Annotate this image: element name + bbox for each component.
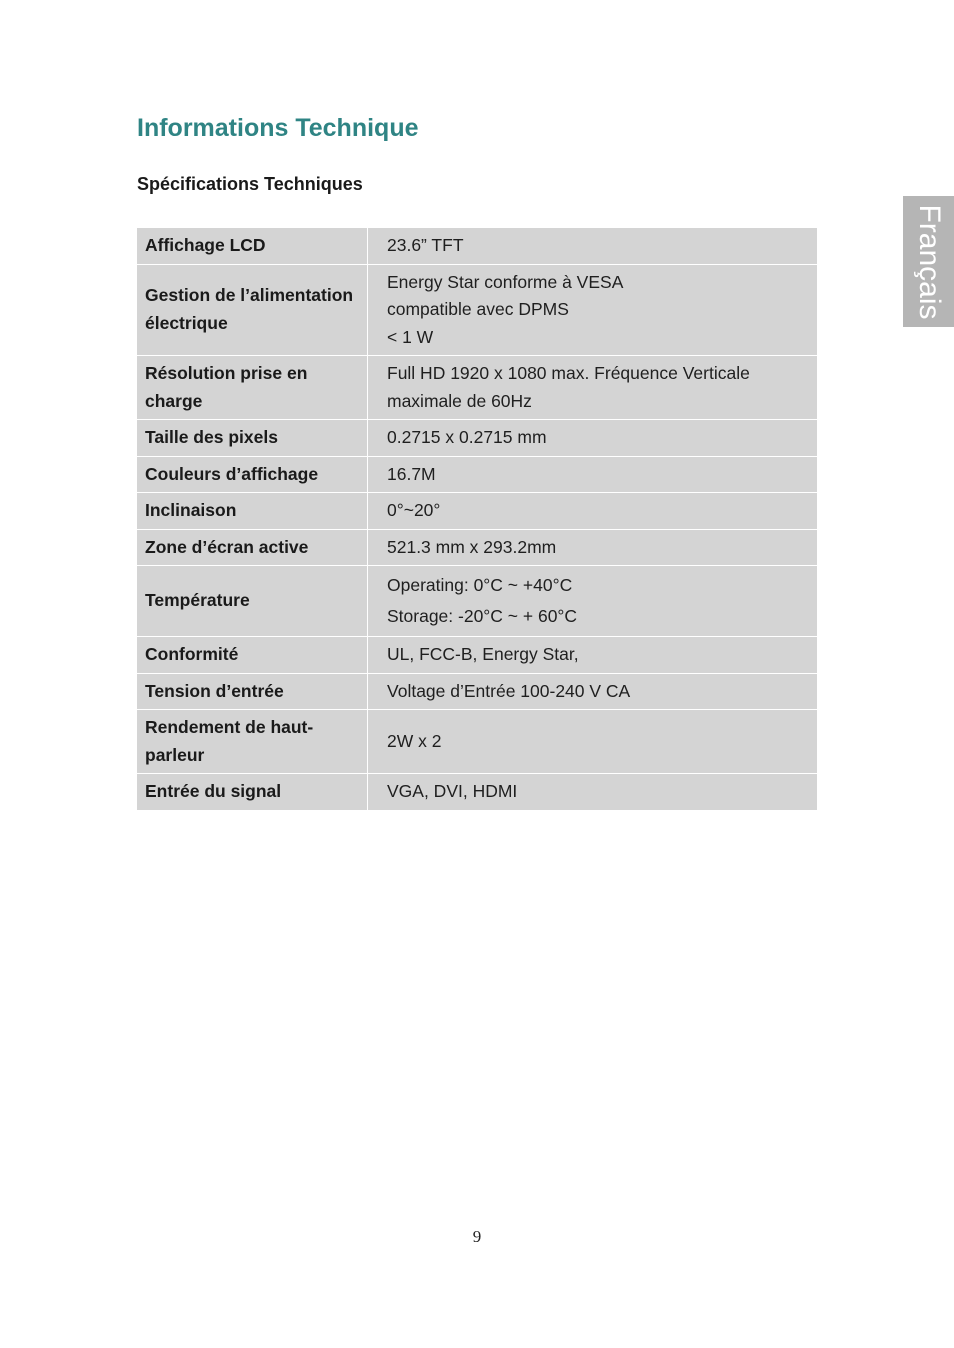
table-row xyxy=(137,493,818,530)
spec-label: Couleurs d’affichage xyxy=(137,456,368,493)
spec-label: Zone d’écran active xyxy=(137,529,368,566)
spec-value: 16.7M xyxy=(368,456,818,493)
table-row xyxy=(137,637,818,674)
spec-label: Température xyxy=(137,566,368,637)
spec-label: Inclinaison xyxy=(137,493,368,530)
spec-label: Rendement de haut-parleur xyxy=(137,710,368,774)
table-row xyxy=(137,566,818,637)
table-row xyxy=(137,420,818,457)
spec-label: Entrée du signal xyxy=(137,774,368,811)
table-row xyxy=(137,264,818,356)
spec-label: Tension d’entrée xyxy=(137,673,368,710)
spec-label: Affichage LCD xyxy=(137,228,368,265)
language-side-tab xyxy=(903,196,954,327)
spec-value: Full HD 1920 x 1080 max. Fréquence Verticale maximale de 60Hz xyxy=(368,356,818,420)
spec-value: Operating: 0°C ~ +40°C Storage: -20°C ~ + 60°C xyxy=(368,566,818,637)
specifications-table xyxy=(136,227,818,811)
spec-value: 521.3 mm x 293.2mm xyxy=(368,529,818,566)
spec-label: Taille des pixels xyxy=(137,420,368,457)
table-row xyxy=(137,356,818,420)
spec-label: Résolution prise en charge xyxy=(137,356,368,420)
spec-value: Voltage d’Entrée 100-240 V CA xyxy=(368,673,818,710)
spec-label: Gestion de l’alimentation électrique xyxy=(137,264,368,356)
section-title: Spécifications Techniques xyxy=(137,174,363,194)
spec-value: VGA, DVI, HDMI xyxy=(368,774,818,811)
spec-value: 2W x 2 xyxy=(368,710,818,774)
spec-value: Energy Star conforme à VESA compatible avec DPMS < 1 W xyxy=(368,264,818,356)
table-row xyxy=(137,774,818,811)
spec-value: 0°~20° xyxy=(368,493,818,530)
language-side-tab-label: Français xyxy=(912,203,946,320)
table-row xyxy=(137,529,818,566)
spec-value: 23.6” TFT xyxy=(368,228,818,265)
page-title: Informations Technique xyxy=(137,114,419,142)
page-number: 9 xyxy=(472,1227,482,1246)
table-row xyxy=(137,456,818,493)
spec-value: UL, FCC-B, Energy Star, xyxy=(368,637,818,674)
spec-label: Conformité xyxy=(137,637,368,674)
table-row xyxy=(137,673,818,710)
table-row xyxy=(137,228,818,265)
spec-value: 0.2715 x 0.2715 mm xyxy=(368,420,818,457)
table-row xyxy=(137,710,818,774)
